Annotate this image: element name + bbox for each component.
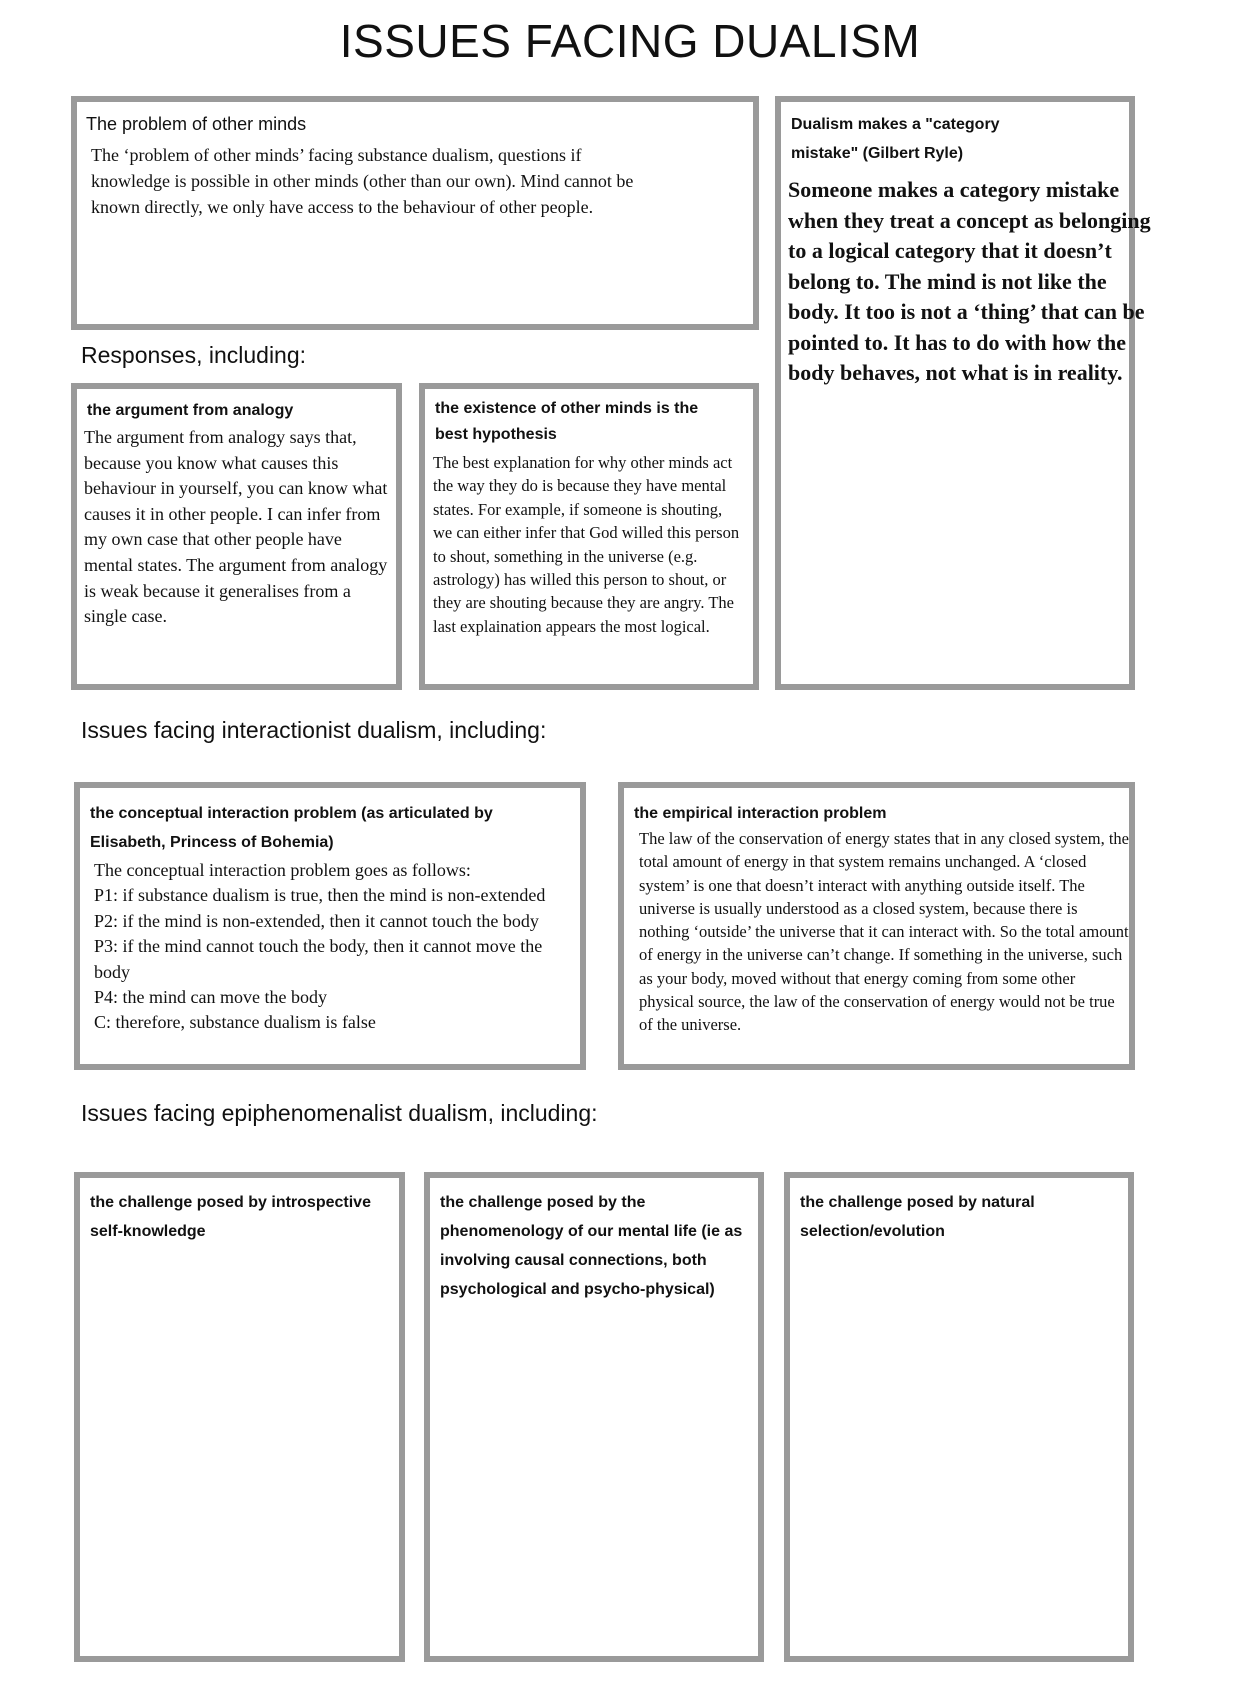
epiphenomenalist-heading: Issues facing epiphenomenalist dualism, including: — [81, 1100, 598, 1126]
interactionist-heading: Issues facing interactionist dualism, including: — [81, 717, 547, 743]
best-hypothesis-body: The best explanation for why other minds act the way they do is because they have mental states. For example, if someone is shouting, we can either infer that God willed this person to shout, something in the universe (e.g. astrology) has willed this person to shout, or they are shouting because they are angry. The last explaination appears the most logical. — [433, 453, 740, 636]
best-hypothesis-heading: the existence of other minds is the best hypothesis — [435, 400, 699, 443]
other-minds-heading: The problem of other minds — [86, 114, 307, 134]
argument-line: P2: if the mind is non-extended, then it cannot touch the body — [94, 910, 539, 931]
evolution-heading: the challenge posed by natural selection/evolution — [800, 1194, 1035, 1240]
argument-line: C: therefore, substance dualism is false — [94, 1012, 376, 1033]
phenomenology-heading: the challenge posed by the phenomenology of our mental life (ie as involving causal connections, both psychological and psycho-physical) — [440, 1194, 743, 1298]
other-minds-body: The ‘problem of other minds’ facing substance dualism, questions if knowledge is possible in other minds (other than our own). Mind cannot be known directly, we only have access to the behaviour of other people. — [91, 145, 634, 217]
page-title: ISSUES FACING DUALISM — [339, 15, 921, 67]
category-mistake-box — [775, 96, 1151, 690]
other-minds-box — [71, 96, 759, 330]
evolution-box — [784, 1172, 1134, 1662]
empirical-body: The law of the conservation of energy states that in any closed system, the total amount of energy in that system remains unchanged. A ‘closed system’ is one that doesn’t interact with anything outside itself. The universe is usually understood as a closed system, because there is nothing ‘outside’ the universe that it can interact with. So the total amount of energy in the universe can’t change. If something in the universe, such as your body, moved without that energy coming from some other physical source, the law of the conservation of energy would not be true of the universe. — [639, 829, 1129, 1035]
empirical-heading: the empirical interaction problem — [634, 805, 887, 822]
conceptual-box — [74, 782, 586, 1070]
category-mistake-body: Someone makes a category mistake when they treat a concept as belonging to a logical category that it doesn’t belong to. The mind is not like the body. It too is not a ‘thing’ that can be pointed to. It has to do with how the body behaves, not what is in reality. — [788, 177, 1151, 385]
introspective-box — [74, 1172, 405, 1662]
responses-heading: Responses, including: — [81, 342, 307, 368]
introspective-heading: the challenge posed by introspective self-knowledge — [90, 1194, 371, 1240]
conceptual-heading: the conceptual interaction problem (as articulated by Elisabeth, Princess of Bohemia) — [90, 805, 493, 851]
argument-line: The conceptual interaction problem goes as follows: — [94, 860, 471, 880]
empirical-box — [618, 782, 1135, 1070]
argument-line: P1: if substance dualism is true, then the mind is non-extended — [94, 885, 546, 906]
analogy-heading: the argument from analogy — [87, 402, 294, 419]
phenomenology-box — [424, 1172, 764, 1662]
conceptual-argument — [94, 858, 564, 1036]
category-mistake-heading: Dualism makes a "category mistake" (Gilbert Ryle) — [791, 116, 1000, 162]
analogy-body: The argument from analogy says that, because you know what causes this behaviour in yourself, you can know what causes it in other people. I can infer from my own case that other people have mental states. The argument from analogy is weak because it generalises from a single case. — [84, 427, 388, 627]
argument-line: P4: the mind can move the body — [94, 987, 327, 1008]
best-hypothesis-box — [419, 383, 759, 690]
argument-line: P3: if the mind cannot touch the body, then it cannot move the body — [94, 936, 543, 982]
analogy-box — [71, 383, 402, 690]
